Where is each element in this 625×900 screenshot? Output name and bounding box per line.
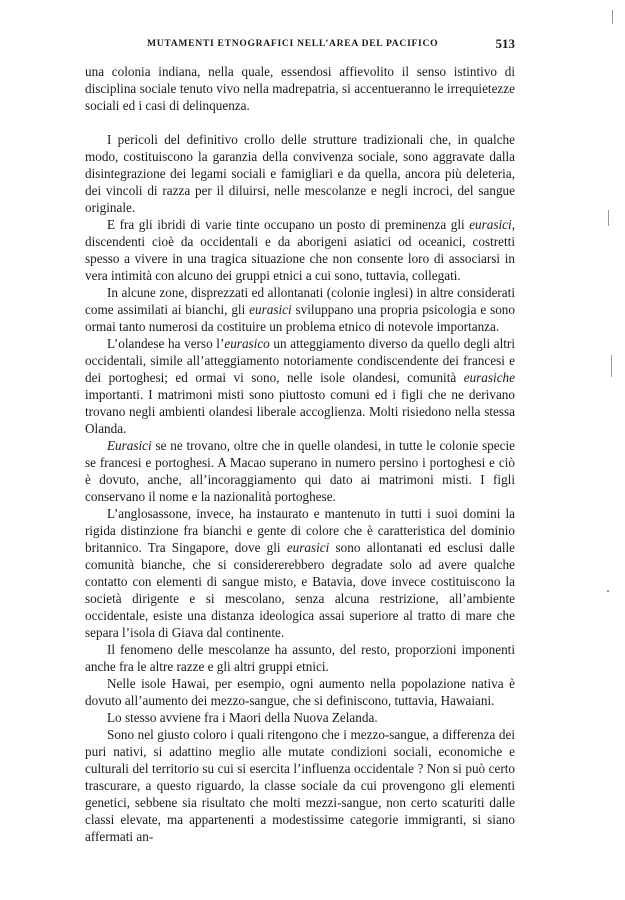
paragraph xyxy=(85,131,515,216)
italic-term: eurasiche xyxy=(463,370,515,385)
text-run: E fra gli ibridi di varie tinte occupano un posto di preminenza gli xyxy=(107,217,470,232)
paragraph xyxy=(85,641,515,675)
scan-edge-mark xyxy=(607,590,609,592)
paragraph xyxy=(85,63,515,114)
italic-term: eurasico xyxy=(224,336,270,351)
text-run: Lo stesso avviene fra i Maori della Nuova Zelanda. xyxy=(107,710,378,725)
italic-term: eurasici, xyxy=(469,217,515,232)
text-run: L’olandese ha verso l’ xyxy=(107,336,225,351)
text-run: una colonia indiana, nella quale, essendosi affievolito il senso istintivo di disciplina sociale tenuto vivo nella madrepatria, si accentueranno le irrequietezze sociali ed i casi di delinquenza. xyxy=(85,64,515,113)
paragraph xyxy=(85,284,515,335)
text-run: un atteggiamento diverso da quello degli altri occidentali, simile all’atteggiamento notoriamente condiscendente dei francesi e dei portoghesi; ed ormai vi sono, nelle isole olandesi, comunità xyxy=(85,336,515,385)
scan-edge-mark xyxy=(608,210,609,226)
italic-term: eurasici xyxy=(286,540,330,555)
body-text xyxy=(85,63,515,845)
running-title: MUTAMENTI ETNOGRAFICI NELL’AREA DEL PACIFICO xyxy=(147,38,439,49)
paragraph xyxy=(85,675,515,709)
text-run: Il fenomeno delle mescolanze ha assunto, del resto, proporzioni imponenti anche fra le altre razze e gli altri gruppi etnici. xyxy=(85,642,515,674)
text-run: sviluppano una propria psicologia e sono ormai tanto numerosi da costituire un problema etnico di notevole importanza. xyxy=(85,302,515,334)
paragraph xyxy=(85,505,515,641)
italic-term: eurasici xyxy=(249,302,292,317)
italic-term: Eurasici xyxy=(107,438,152,453)
text-run: Sono nel giusto coloro i quali ritengono che i mezzo-sangue, a differenza dei puri nativi, si adattino meglio alle mutate condizioni sociali, economiche e culturali del territorio su cui si esercita l’influenza occidentale ? Non si può certo trascurare, a questo riguardo, la classe sociale da cui provengono gli elementi genetici, sebbene sia risultato che molti mezzi-sangue, non certo scaturiti dalle classi elevate, ma appartenenti a modestissime categorie immigranti, si siano affermati an- xyxy=(85,727,515,844)
text-run: I pericoli del definitivo crollo delle strutture tradizionali che, in qualche modo, costituiscono la garanzia della convivenza sociale, sono aggravate dalla disintegrazione dei legami sociali e famigliari e da quella, ancora più deleteria, dei vincoli di razza per il diluirsi, nelle mescolanze e negli incroci, del sangue originale. xyxy=(85,132,515,215)
paragraph xyxy=(85,726,515,845)
text-run: L’anglosassone, invece, ha instaurato e mantenuto in tutti i suoi domini la rigida distinzione fra bianchi e gente di colore che è caratteristica del dominio britannico. Tra Singapore, dove gli xyxy=(85,506,515,555)
paragraph xyxy=(85,216,515,284)
text-run: sono allontanati ed esclusi dalle comunità bianche, che si considererebbero degradate solo ad avere qualche contatto con elementi di sangue misto, e Batavia, dove invece costituiscono la società dirigente e si mescolano, senza alcuna restrizione, all’ambiente occidentale, esiste una distanza ideologica assai superiore al tratto di mare che separa l’isola di Giava dal continente. xyxy=(85,540,516,640)
scan-edge-mark xyxy=(612,10,613,24)
running-header xyxy=(85,36,515,54)
scan-edge-mark xyxy=(611,355,612,377)
text-run: se ne trovano, oltre che in quelle olandesi, in tutte le colonie specie se francesi e portoghesi. A Macao superano in numero persino i portoghesi e ciò è dovuto, anche, all’incoraggiamento qui dato ai matrimoni misti. I figli conservano il nome e la nazionalità portoghese. xyxy=(85,438,515,504)
page-number: 513 xyxy=(495,36,515,51)
text-run: discendenti cioè da occidentali e da aborigeni asiatici od oceanici, costretti spesso a vivere in una tragica situazione che non consente loro di associarsi in vera intimità con alcuno dei gruppi etnici a cui sono, tuttavia, collegati. xyxy=(85,234,515,283)
text-run: In alcune zone, disprezzati ed allontanati (colonie inglesi) in altre considerati come assimilati ai bianchi, gli xyxy=(85,285,515,317)
paragraph xyxy=(85,335,515,437)
paragraph xyxy=(85,709,515,726)
text-run: Nelle isole Hawai, per esempio, ogni aumento nella popolazione nativa è dovuto all’aumento dei mezzo-sangue, che si definiscono, tuttavia, Hawaiani. xyxy=(85,676,515,708)
paragraph xyxy=(85,437,515,505)
text-run: importanti. I matrimoni misti sono piuttosto comuni ed i figli che ne derivano trovano negli ambienti olandesi liberale accoglienza. Molti risiedono nella stessa Olanda. xyxy=(85,387,515,436)
